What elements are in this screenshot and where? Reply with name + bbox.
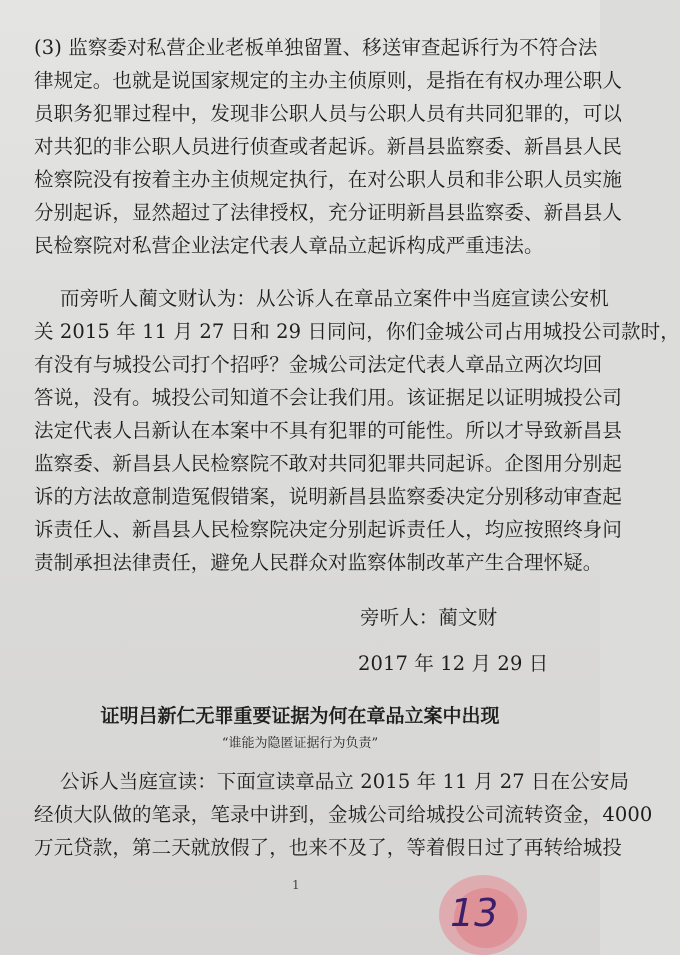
paragraph-2-line-5: 法定代表人吕新认在本案中不具有犯罪的可能性。所以才导致新昌县 [34,419,623,442]
paragraph-3-line-1: 公诉人当庭宣读：下面宣读章品立 2015 年 11 月 27 日在公安局 [60,770,630,793]
paragraph-2-line-8: 诉责任人、新昌县人民检察院决定分别起诉责任人，均应按照终身问 [34,518,623,541]
paragraph-2-line-6: 监察委、新昌县人民检察院不敢对共同犯罪共同起诉。企图用分别起 [34,452,623,475]
paragraph-1-line-2: 律规定。也就是说国家规定的主办主侦原则，是指在有权办理公职人 [34,69,623,92]
paragraph-3-line-2: 经侦大队做的笔录，笔录中讲到，金城公司给城投公司流转资金，4000 [34,803,653,826]
handwritten-number: 13 [450,891,499,935]
paragraph-2-line-2: 关 2015 年 11 月 27 日和 29 日同问，你们金城公司占用城投公司款时， [34,320,680,343]
paragraph-1-line-5: 检察院没有按着主办主侦规定执行，在对公职人员和非公职人员实施 [34,168,623,191]
paragraph-1-line-1: (3) 监察委对私营企业老板单独留置、移送审查起诉行为不符合法 [34,36,598,59]
section-subheading: “谁能为隐匿证据行为负责” [221,736,379,751]
paragraph-1-line-7: 民检察院对私营企业法定代表人章品立起诉构成严重违法。 [34,234,544,257]
paragraph-1-line-4: 对共犯的非公职人员进行侦查或者起诉。新昌县监察委、新昌县人民 [34,135,623,158]
section-heading: 证明吕新仁无罪重要证据为何在章品立案中出现 [100,705,500,727]
signature-date: 2017 年 12 月 29 日 [358,652,549,675]
handwritten-page-mark [428,870,548,955]
paragraph-1-line-3: 员职务犯罪过程中，发现非公职人员与公职人员有共同犯罪的，可以 [34,102,623,125]
paragraph-2-line-3: 有没有与城投公司打个招呼？金城公司法定代表人章品立两次均回 [34,353,603,376]
signature: 旁听人：蔺文财 [360,606,498,629]
paragraph-3-line-3: 万元贷款，第二天就放假了，也来不及了，等着假日过了再转给城投 [34,836,623,859]
paragraph-2-line-7: 诉的方法故意制造冤假错案，说明新昌县监察委决定分别移动审查起 [34,485,623,508]
paragraph-2-line-4: 答说，没有。城投公司知道不会让我们用。该证据足以证明城投公司 [34,386,623,409]
paragraph-1-line-6: 分别起诉，显然超过了法律授权，充分证明新昌县监察委、新昌县人 [34,201,623,224]
page-number: 1 [292,878,300,892]
paragraph-2-line-9: 责制承担法律责任，避免人民群众对监察体制改革产生合理怀疑。 [34,551,603,574]
paragraph-2-line-1: 而旁听人蔺文财认为：从公诉人在章品立案件中当庭宣读公安机 [60,287,609,310]
